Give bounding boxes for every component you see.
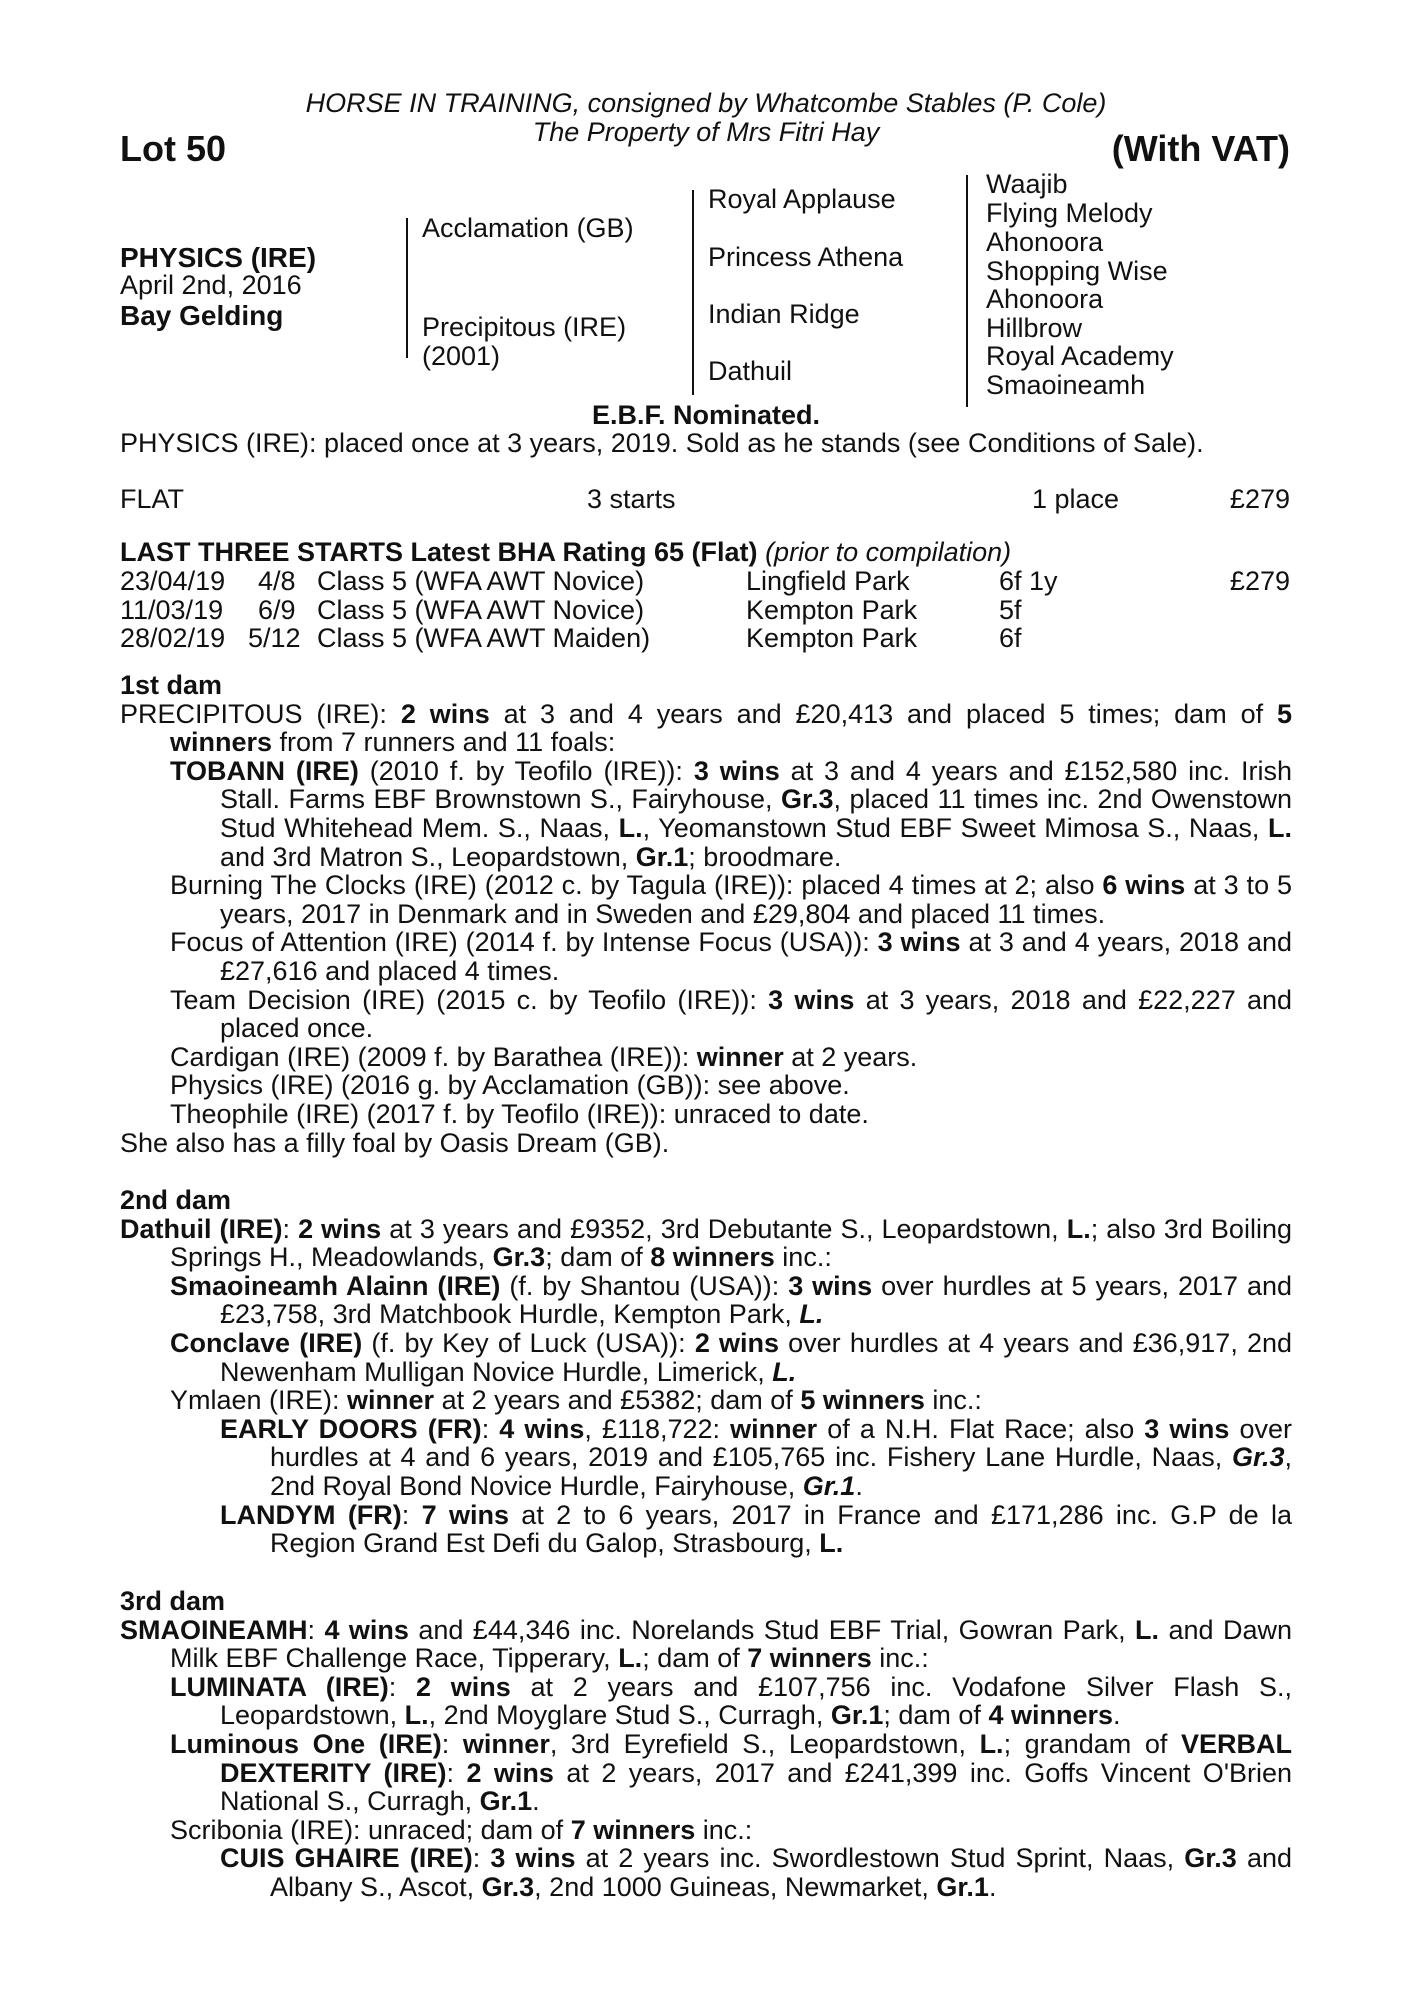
progeny-name: Smaoineamh Alainn (IRE) xyxy=(170,1270,501,1301)
pedigree-great-grandparent: Waajib xyxy=(986,169,1068,199)
ebf-nomination: E.B.F. Nominated. xyxy=(591,400,821,430)
progeny-entry: LUMINATA (IRE): 2 wins at 2 years and £107,756 inc. Vodafone Silver Flash S., Leopardstown, L., 2nd Moyglare Stud S., Curragh, Gr.1; dam of 4 winners. xyxy=(170,1671,1292,1731)
progeny-entry: Physics (IRE) (2016 g. by Acclamation (GB)): see above. xyxy=(170,1070,850,1101)
pedigree-dam-year: (2001) xyxy=(422,341,501,371)
start-course: Lingfield Park xyxy=(746,566,910,596)
last-starts-title: LAST THREE STARTS Latest BHA Rating 65 (Flat) xyxy=(120,537,758,567)
progeny-entry: TOBANN (IRE) (2010 f. by Teofilo (IRE)): 3 wins at 3 and 4 years and £152,580 inc. Irish Stall. Farms EBF Brownstown S., Fairyhouse, Gr.3, placed 11 times inc. 2nd Owenstown Stud Whitehead Mem. S., Naas, L., Yeomanstown Stud EBF Sweet Mimosa S., Naas, L. and 3rd Matron S., Leopardstown, Gr.1; broodmare. xyxy=(170,755,1292,872)
record-starts: 3 starts xyxy=(587,484,676,514)
progeny-entry: Team Decision (IRE) (2015 c. by Teofilo (IRE)): 3 wins at 3 years, 2018 and £22,227 and placed once. xyxy=(170,984,1293,1044)
dam-name: PRECIPITOUS (IRE) xyxy=(120,698,380,729)
pedigree-dam: Precipitous (IRE) xyxy=(422,312,627,342)
pedigree-great-grandparent: Shopping Wise xyxy=(986,256,1168,286)
second-dam-intro: Dathuil (IRE): 2 wins at 3 years and £9352, 3rd Debutante S., Leopardstown, L.; also 3rd Boiling Springs H., Meadowlands, Gr.3; dam of 8 winners inc.: xyxy=(120,1213,1292,1273)
start-race: Class 5 (WFA AWT Novice) xyxy=(317,595,645,625)
grand-progeny-entry: CUIS GHAIRE (IRE): 3 wins at 2 years inc. Swordlestown Stud Sprint, Naas, Gr.3 and Albany S., Ascot, Gr.3, 2nd 1000 Guineas, Newmarket, Gr.1. xyxy=(220,1843,1292,1902)
start-date: 23/04/19 xyxy=(120,566,226,596)
start-prize: £279 xyxy=(1229,566,1290,596)
start-distance: 6f xyxy=(999,623,1022,653)
first-dam-heading: 1st dam xyxy=(120,670,223,700)
pedigree-great-grandparent: Flying Melody xyxy=(986,198,1153,228)
start-race: Class 5 (WFA AWT Maiden) xyxy=(317,623,651,653)
progeny-entry: Smaoineamh Alainn (IRE) (f. by Shantou (USA)): 3 wins over hurdles at 5 years, 2017 and £23,758, 3rd Matchbook Hurdle, Kempton Park, L. xyxy=(170,1270,1293,1330)
horse-name: PHYSICS (IRE) xyxy=(120,242,317,273)
start-position: 6/9 xyxy=(258,595,296,625)
grand-progeny-entry: EARLY DOORS (FR): 4 wins, £118,722: winner of a N.H. Flat Race; also 3 wins over hurdles at 4 and 6 years, 2019 and £105,765 inc. Fishery Lane Hurdle, Naas, Gr.3, 2nd Royal Bond Novice Hurdle, Fairyhouse, Gr.1. xyxy=(220,1413,1293,1501)
pedigree-sire: Acclamation (GB) xyxy=(422,213,634,243)
start-date: 11/03/19 xyxy=(120,595,224,625)
start-course: Kempton Park xyxy=(746,623,918,653)
last-starts-heading xyxy=(120,538,1011,567)
foal-note: She also has a filly foal by Oasis Dream (GB). xyxy=(120,1127,670,1158)
start-position: 4/8 xyxy=(258,566,296,596)
progeny-name: Luminous One (IRE) xyxy=(170,1728,442,1759)
progeny-name: LUMINATA (IRE) xyxy=(170,1671,389,1702)
lot-number: Lot 50 xyxy=(120,128,227,169)
record-type: FLAT xyxy=(120,484,185,514)
progeny-entry: Scribonia (IRE): unraced; dam of 7 winners inc.: xyxy=(170,1814,753,1845)
consignment-line: HORSE IN TRAINING, consigned by Whatcombe Stables (P. Cole) xyxy=(305,88,1107,118)
start-course: Kempton Park xyxy=(746,595,918,625)
progeny-entry: Ymlaen (IRE): winner at 2 years and £5382; dam of 5 winners inc.: xyxy=(170,1385,982,1416)
first-dam-intro: PRECIPITOUS (IRE): 2 wins at 3 and 4 years and £20,413 and placed 5 times; dam of 5 winners from 7 runners and 11 foals: xyxy=(120,698,1292,758)
pedigree-line-3 xyxy=(966,175,968,407)
pedigree-great-grandparent: Royal Academy xyxy=(986,341,1174,371)
pedigree-line-2 xyxy=(692,190,694,395)
foaling-date: April 2nd, 2016 xyxy=(120,270,302,300)
pedigree-grandparent: Princess Athena xyxy=(708,242,904,272)
pedigree-grandparent: Indian Ridge xyxy=(708,299,860,329)
pedigree-great-grandparent: Hillbrow xyxy=(986,313,1083,343)
start-race: Class 5 (WFA AWT Novice) xyxy=(317,566,645,596)
dam-name: SMAOINEAMH xyxy=(120,1614,308,1645)
horse-description: Bay Gelding xyxy=(120,300,284,331)
start-date: 28/02/19 xyxy=(120,623,226,653)
progeny-entry: Cardigan (IRE) (2009 f. by Barathea (IRE)): winner at 2 years. xyxy=(170,1041,918,1072)
progeny-name: CUIS GHAIRE (IRE) xyxy=(220,1843,473,1874)
pedigree-grandparent: Royal Applause xyxy=(708,184,896,214)
third-dam-heading: 3rd dam xyxy=(120,1586,226,1616)
last-starts-note: (prior to compilation) xyxy=(765,537,1012,567)
pedigree-great-grandparent: Ahonoora xyxy=(986,284,1104,314)
third-dam-section xyxy=(120,1587,1292,1902)
pedigree-grandparent: Dathuil xyxy=(708,356,793,386)
start-distance: 5f xyxy=(999,595,1022,625)
race-summary: PHYSICS (IRE): placed once at 3 years, 2019. Sold as he stands (see Conditions of Sale). xyxy=(120,428,1204,458)
progeny-name: EARLY DOORS (FR) xyxy=(220,1413,482,1444)
second-dam-section xyxy=(120,1186,1292,1558)
start-position: 5/12 xyxy=(248,623,301,653)
dam-name: Dathuil (IRE) xyxy=(120,1213,283,1244)
vat-status: (With VAT) xyxy=(1111,128,1290,169)
progeny-entry: Theophile (IRE) (2017 f. by Teofilo (IRE)): unraced to date. xyxy=(170,1098,869,1129)
record-earnings: £279 xyxy=(1229,484,1290,514)
second-dam-heading: 2nd dam xyxy=(120,1185,232,1215)
pedigree-line-1 xyxy=(406,218,408,358)
record-places: 1 place xyxy=(1032,484,1120,514)
progeny-entry: Focus of Attention (IRE) (2014 f. by Intense Focus (USA)): 3 wins at 3 and 4 years, 2018 and £27,616 and placed 4 times. xyxy=(170,927,1293,986)
third-dam-intro: SMAOINEAMH: 4 wins and £44,346 inc. Norelands Stud EBF Trial, Gowran Park, L. and Dawn Milk EBF Challenge Race, Tipperary, L.; dam of 7 winners inc.: xyxy=(120,1614,1292,1674)
property-line: The Property of Mrs Fitri Hay xyxy=(532,117,880,147)
progeny-entry: Burning The Clocks (IRE) (2012 c. by Tagula (IRE)): placed 4 times at 2; also 6 wins at 3 to 5 years, 2017 in Denmark and in Sweden and £29,804 and placed 11 times. xyxy=(170,870,1292,929)
start-distance: 6f 1y xyxy=(999,566,1058,596)
progeny-entry: Conclave (IRE) (f. by Key of Luck (USA)): 2 wins over hurdles at 4 years and £36,917, 2nd Newenham Mulligan Novice Hurdle, Limerick, L. xyxy=(170,1327,1293,1387)
progeny-entry: Luminous One (IRE): winner, 3rd Eyrefield S., Leopardstown, L.; grandam of VERBAL DEXTERITY (IRE): 2 wins at 2 years, 2017 and £241,399 inc. Goffs Vincent O'Brien National S., Curragh, Gr.1. xyxy=(170,1728,1292,1817)
progeny-name: LANDYM (FR) xyxy=(220,1499,402,1530)
grand-progeny-entry: LANDYM (FR): 7 wins at 2 to 6 years, 2017 in France and £171,286 inc. G.P de la Region Grand Est Defi du Galop, Strasbourg, L. xyxy=(220,1499,1292,1559)
first-dam-section xyxy=(120,671,1292,1157)
progeny-name: TOBANN (IRE) xyxy=(170,755,359,786)
progeny-name: Conclave (IRE) xyxy=(170,1327,363,1358)
pedigree-great-grandparent: Smaoineamh xyxy=(986,370,1146,400)
pedigree-great-grandparent: Ahonoora xyxy=(986,227,1104,257)
